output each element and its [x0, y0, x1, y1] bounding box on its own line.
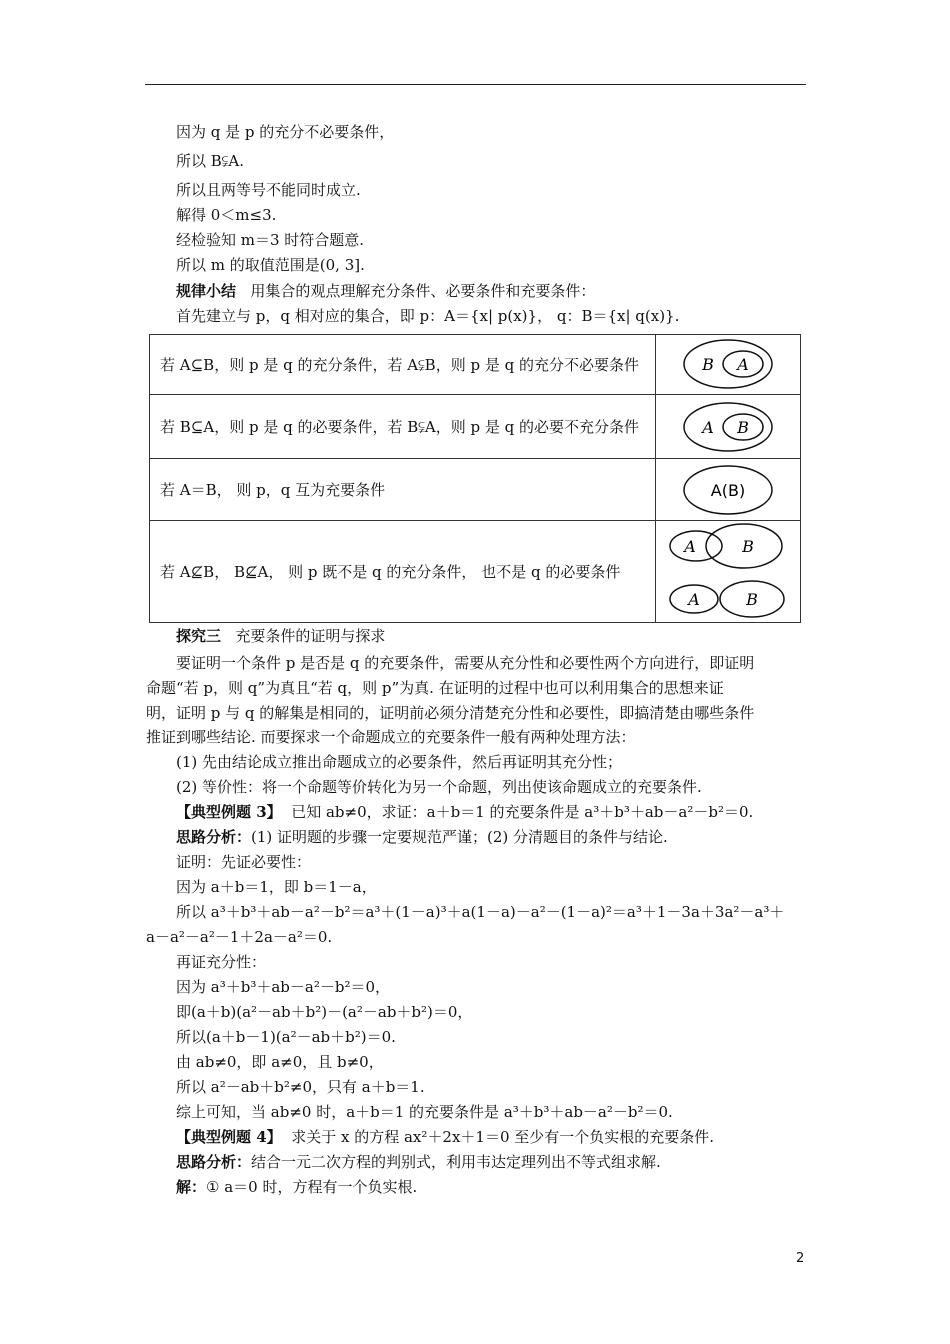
table-cell-text: 若 A⊈B， B⊈A， 则 p 既不是 q 的充分条件， 也不是 q 的必要条件: [150, 521, 656, 623]
text-line: 所以 B⫋A.: [176, 152, 244, 170]
table-row: [150, 395, 801, 459]
solution-label: 解：: [176, 1178, 207, 1196]
proof-line: 即(a＋b)(a²－ab＋b²)－(a²－ab＋b²)＝0，: [176, 1003, 473, 1021]
paragraph-line: (2) 等价性：将一个命题等价转化为另一个命题，列出使该命题成立的充要条件.: [176, 778, 702, 796]
section-subtitle: 充要条件的证明与探求: [235, 627, 386, 645]
venn-label: B: [737, 417, 749, 437]
venn-diagram: [656, 335, 801, 395]
rule-summary: [176, 281, 595, 301]
venn-label: A: [737, 354, 749, 374]
paragraph-line: 命题“若 p，则 q”为真且“若 q，则 p”为真. 在证明的过程中也可以利用集合的思想来证: [146, 679, 724, 697]
paragraph-line: (1) 先由结论成立推出命题成立的必要条件，然后再证明其充分性；: [176, 753, 623, 771]
section-heading: [176, 626, 385, 646]
analysis-text: 结合一元二次方程的判别式，利用韦达定理列出不等式组求解.: [251, 1153, 661, 1171]
venn-label: B: [746, 589, 758, 609]
text-line: 所以 m 的取值范围是(0, 3].: [176, 256, 365, 274]
page-number: 2: [796, 1251, 805, 1266]
text-line: 因为 q 是 p 的充分不必要条件，: [176, 123, 395, 141]
condition-table: [149, 334, 801, 623]
paragraph-line: 要证明一个条件 p 是否是 q 的充要条件，需要从充分性和必要性两个方向进行，即证明: [176, 654, 755, 672]
text-line: 经检验知 m＝3 时符合题意.: [176, 231, 365, 249]
example-text: 已知 ab≠0，求证：a＋b＝1 的充要条件是 a³＋b³＋ab－a²－b²＝0.: [291, 803, 754, 821]
analysis-text: (1) 证明题的步骤一定要规范严谨；(2) 分清题目的条件与结论.: [251, 828, 668, 846]
proof-line: 因为 a＋b＝1，即 b＝1－a，: [176, 878, 377, 896]
table-cell-text: 若 B⊆A，则 p 是 q 的必要条件，若 B⫋A，则 p 是 q 的必要不充分条件: [150, 395, 656, 459]
example-4: [176, 1127, 714, 1147]
proof-line: 证明：先证必要性：: [176, 853, 312, 871]
analysis: [176, 1152, 661, 1172]
proof-line: 综上可知，当 ab≠0 时，a＋b＝1 的充要条件是 a³＋b³＋ab－a²－b²＝0.: [176, 1103, 673, 1121]
example-text: 求关于 x 的方程 ax²＋2x＋1＝0 至少有一个负实根的充要条件.: [291, 1128, 715, 1146]
example-label: 【典型例题 3】: [176, 803, 282, 821]
text-line: 所以且两等号不能同时成立.: [176, 181, 361, 199]
venn-label: B: [742, 536, 754, 556]
table-row: [150, 521, 801, 623]
venn-diagram: [656, 521, 801, 623]
venn-label: A: [702, 417, 714, 437]
header-rule: [145, 84, 806, 85]
venn-label: B: [702, 354, 714, 374]
rule-summary-label: 规律小结: [176, 282, 237, 300]
proof-line: 再证充分性：: [176, 953, 267, 971]
proof-line: 因为 a³＋b³＋ab－a²－b²＝0，: [176, 978, 390, 996]
venn-diagram: [656, 459, 801, 521]
paragraph-line: 推证到哪些结论. 而要探求一个命题成立的充要条件一般有两种处理方法：: [146, 728, 636, 746]
rule-summary-text: 用集合的观点理解充分条件、必要条件和充要条件：: [250, 282, 596, 300]
analysis-label: 思路分析：: [176, 828, 252, 846]
proof-line: 所以(a＋b－1)(a²－ab＋b²)＝0.: [176, 1028, 396, 1046]
table-row: [150, 335, 801, 395]
table-cell-text: 若 A＝B， 则 p，q 互为充要条件: [150, 459, 656, 521]
solution-text: ① a＝0 时，方程有一个负实根.: [206, 1178, 418, 1196]
proof-line: 所以 a³＋b³＋ab－a²－b²＝a³＋(1－a)³＋a(1－a)－a²－(1－a)²＝a³＋1－3a＋3a²－a³＋: [176, 903, 785, 921]
analysis: [176, 827, 668, 847]
table-row: [150, 459, 801, 521]
section-title: 探究三: [176, 627, 222, 645]
venn-label: A: [684, 536, 696, 556]
venn-diagram: [656, 395, 801, 459]
venn-label: A(B): [710, 480, 746, 500]
venn-label: A: [688, 589, 700, 609]
analysis-label: 思路分析：: [176, 1153, 252, 1171]
proof-line: 由 ab≠0，即 a≠0，且 b≠0，: [176, 1053, 384, 1071]
paragraph-line: 明，证明 p 与 q 的解集是相同的，证明前必须分清楚充分性和必要性，即搞清楚由哪些条件: [146, 704, 755, 722]
proof-line: a－a²－a²－1＋2a－a²＝0.: [146, 928, 333, 946]
text-line: 首先建立与 p，q 相对应的集合，即 p：A＝{x| p(x)}， q：B＝{x| q(x)}.: [176, 307, 680, 325]
text-line: 解得 0＜m≤3.: [176, 206, 277, 224]
example-3: [176, 802, 753, 822]
solution: [176, 1177, 417, 1197]
table-cell-text: 若 A⊆B，则 p 是 q 的充分条件，若 A⫋B，则 p 是 q 的充分不必要条件: [150, 335, 656, 395]
example-label: 【典型例题 4】: [176, 1128, 282, 1146]
proof-line: 所以 a²－ab＋b²≠0，只有 a＋b＝1.: [176, 1078, 425, 1096]
